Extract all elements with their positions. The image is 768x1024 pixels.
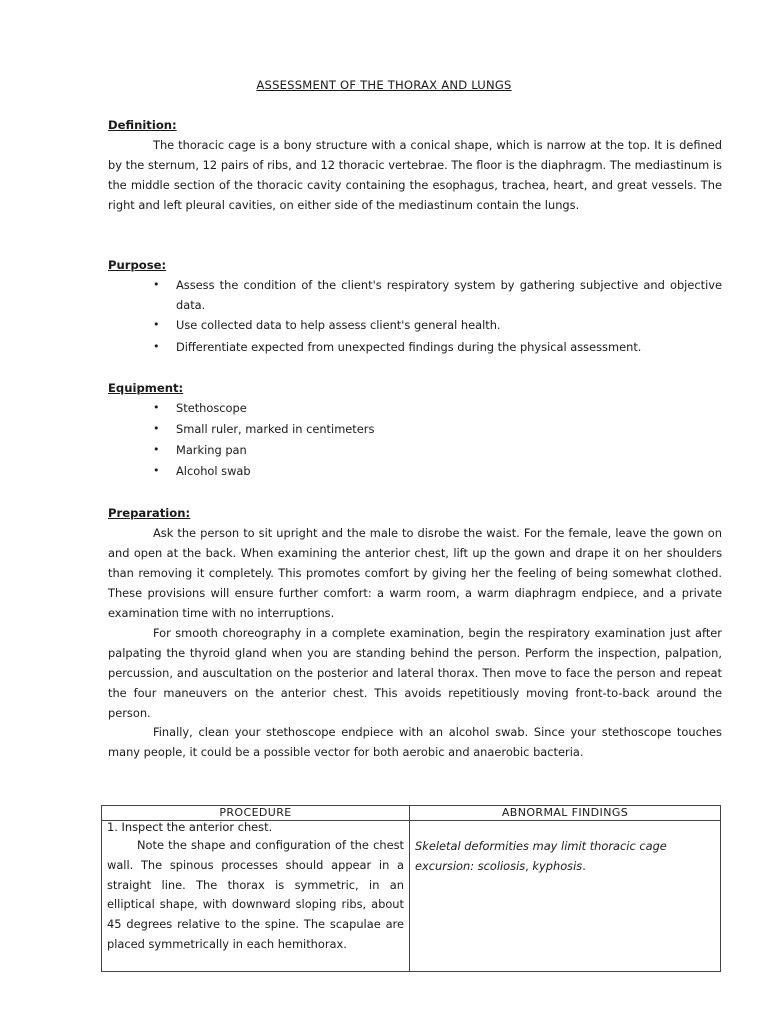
preparation-paragraph-3: Finally, clean your stethoscope endpiece with an alcohol swab. Since your stethoscope touches many people, it could be a possible vector for both aerobic and anaerobic bacteria. (108, 725, 722, 759)
definition-text: The thoracic cage is a bony structure with a conical shape, which is narrow at the top. It is defined by the sternum, 12 pairs of ribs, and 12 thoracic vertebrae. The floor is the diaphragm. The mediastinum is the middle section of the thoracic cavity containing the esophagus, trachea, heart, and great vessels. The right and left pleural cavities, on either side of the mediastinum contain the lungs. (108, 138, 722, 212)
list-item: • Use collected data to help assess client's general health. (150, 315, 722, 335)
list-item: • Small ruler, marked in centimeters (150, 419, 722, 440)
bullet-icon: • (153, 401, 160, 414)
list-item: • Stethoscope (150, 398, 722, 419)
finding-term: scoliosis (477, 858, 526, 873)
bullet-icon: • (153, 464, 160, 477)
purpose-list (150, 275, 722, 357)
equipment-list (150, 398, 722, 482)
abnormal-finding: Skeletal deformities may limit thoracic cage excursion: scoliosis, kyphosis. (415, 839, 667, 873)
preparation-heading: Preparation: (108, 506, 191, 520)
procedure-text: Note the shape and configuration of the chest wall. The spinous processes should appear in a straight line. The thorax is symmetric, in an elliptical shape, with downward sloping ribs, about 45 degrees relative to the spine. The scapulae are placed symmetrically in each hemithorax. (107, 838, 404, 951)
purpose-heading: Purpose: (108, 258, 167, 272)
preparation-paragraph-1: Ask the person to sit upright and the male to disrobe the waist. For the female, leave the gown on and open at the back. When examining the anterior chest, lift up the gown and drape it on her shoulders than removing it completely. This promotes comfort by giving her the feeling of being somewhat clothed. These provisions will ensure further comfort: a warm room, a warm diaphragm endpiece, and a private examination time with no interruptions. (108, 526, 722, 620)
definition-heading: Definition: (108, 118, 177, 132)
column-header-abnormal-findings: ABNORMAL FINDINGS (410, 806, 721, 821)
list-item: • Assess the condition of the client's respiratory system by gathering subjective and objective data. (150, 275, 722, 315)
list-item: • Differentiate expected from unexpected findings during the physical assessment. (150, 337, 722, 357)
list-item: • Marking pan (150, 440, 722, 461)
bullet-icon: • (153, 422, 160, 435)
page-title: ASSESSMENT OF THE THORAX AND LUNGS (256, 78, 512, 92)
table-header-row (102, 806, 721, 821)
column-header-procedure: PROCEDURE (102, 806, 410, 821)
bullet-icon: • (153, 278, 160, 291)
table-row (102, 821, 721, 972)
equipment-heading: Equipment: (108, 381, 184, 395)
preparation-paragraph-2: For smooth choreography in a complete examination, begin the respiratory examination just after palpating the thyroid gland when you are standing behind the person. Perform the inspection, palpation, percussion, and auscultation on the posterior and lateral thorax. Then move to face the person and repeat the four maneuvers on the anterior chest. This avoids repetitiously moving front-to-back around the person. (108, 626, 722, 720)
procedure-table (101, 805, 721, 972)
finding-term: kyphosis (532, 858, 583, 873)
bullet-icon: • (153, 443, 160, 456)
procedure-cell (102, 821, 410, 972)
list-item: • Alcohol swab (150, 461, 722, 482)
finding-cell (410, 821, 721, 972)
bullet-icon: • (153, 318, 160, 331)
procedure-step: 1. Inspect the anterior chest. (107, 820, 273, 834)
bullet-icon: • (153, 340, 160, 353)
